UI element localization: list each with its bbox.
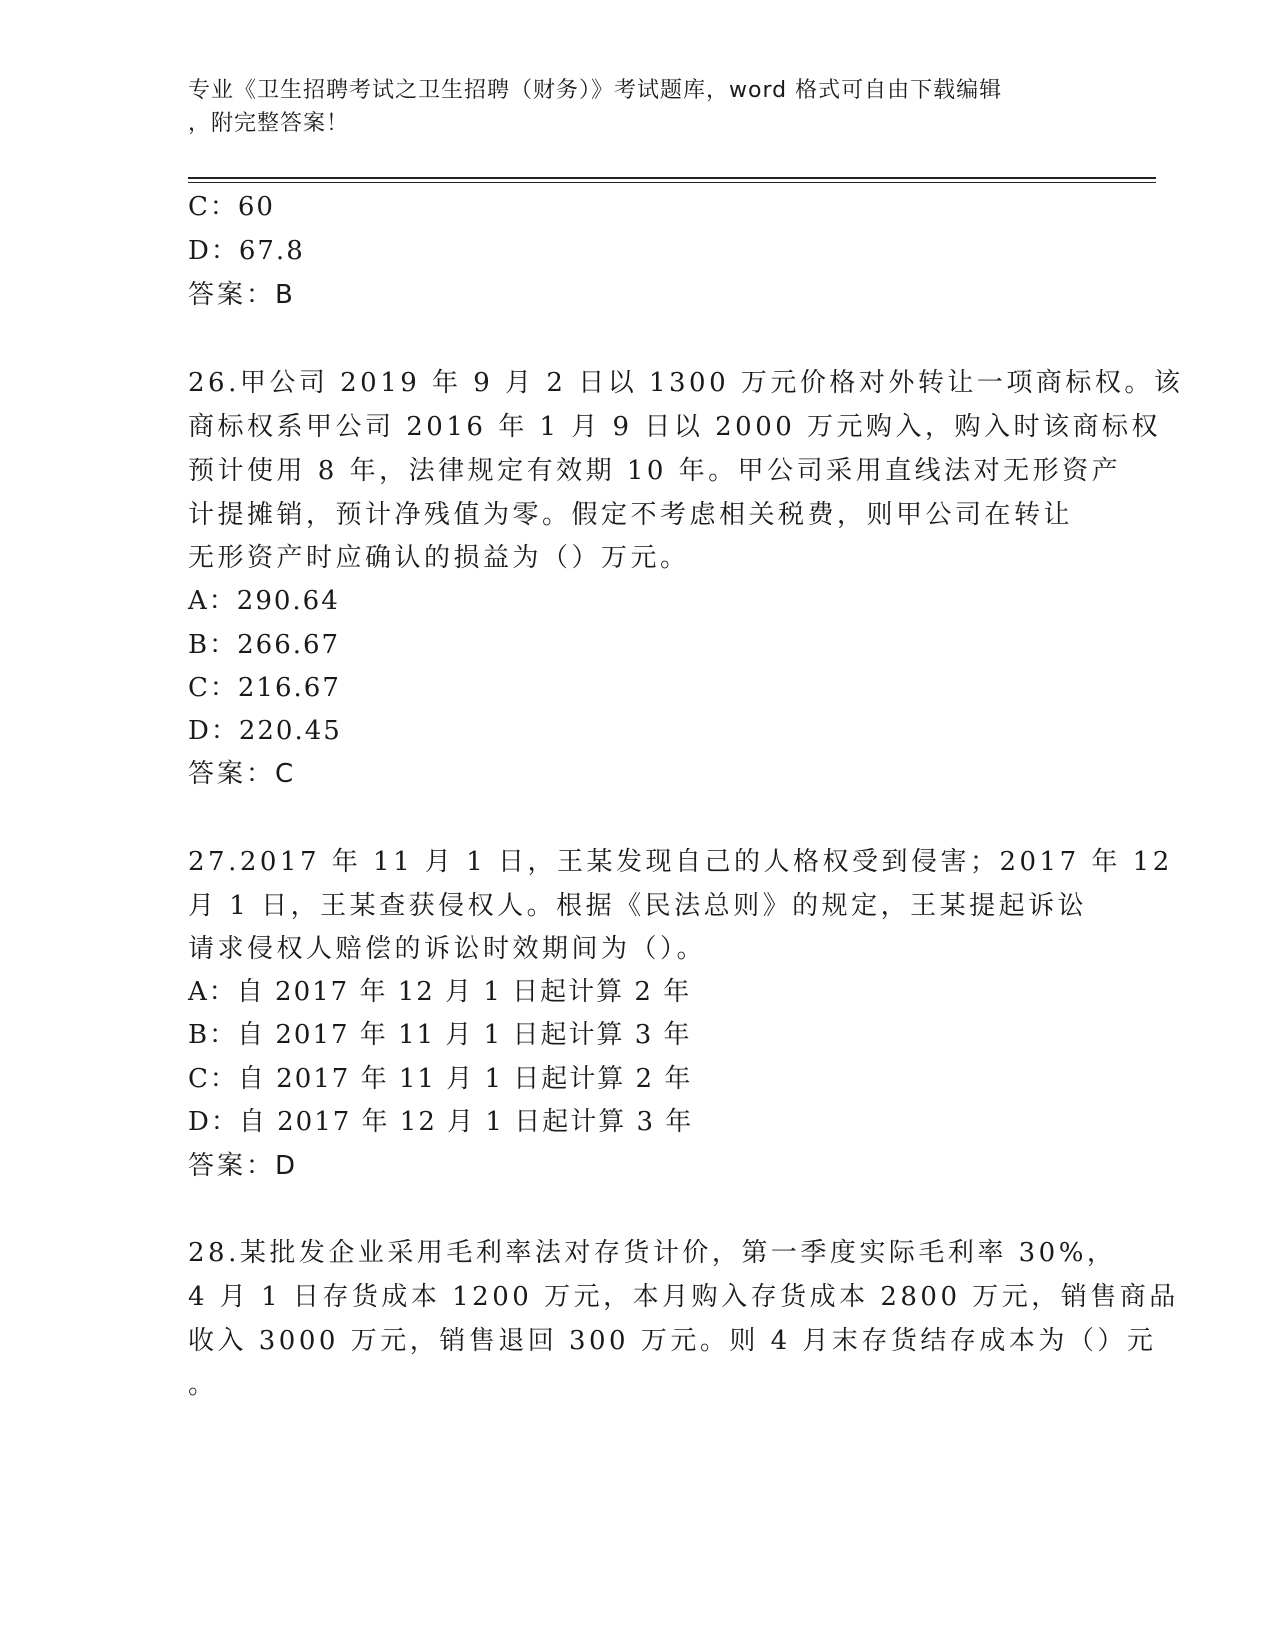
q25-answer: [188, 274, 294, 311]
answer-value: B: [275, 280, 294, 310]
q27-option-d: D：自 2017 年 12 月 1 日起计算 3 年: [188, 1107, 694, 1137]
answer-value: D: [275, 1151, 297, 1181]
header-divider-thick: [188, 177, 1156, 179]
header-line-2: ，附完整答案！: [188, 111, 350, 136]
q28-text-line-3: 收入 3000 万元，销售退回 300 万元。则 4 月末存货结存成本为（）元: [188, 1326, 1157, 1356]
q28-text-line-2: 4 月 1 日存货成本 1200 万元，本月购入存货成本 2800 万元，销售商品: [188, 1282, 1179, 1312]
q26-text-line-4: 计提摊销，预计净残值为零。假定不考虑相关税费，则甲公司在转让: [188, 500, 1074, 530]
q27-option-b: B：自 2017 年 11 月 1 日起计算 3 年: [188, 1020, 692, 1050]
header-line-1: 专业《卫生招聘考试之卫生招聘（财务）》考试题库，word 格式可自由下载编辑: [188, 78, 1003, 103]
q26-text-line-1: 26.甲公司 2019 年 9 月 2 日以 1300 万元价格对外转让一项商标权。该: [188, 368, 1184, 398]
q25-option-c: C：60: [188, 192, 275, 222]
q27-answer: [188, 1145, 296, 1182]
q27-text-line-3: 请求侵权人赔偿的诉讼时效期间为（）。: [188, 934, 707, 964]
q27-option-a: A：自 2017 年 12 月 1 日起计算 2 年: [188, 977, 692, 1007]
q28-text-line-1: 28.某批发企业采用毛利率法对存货计价，第一季度实际毛利率 30%，: [188, 1238, 1117, 1268]
q26-text-line-5: 无形资产时应确认的损益为（）万元。: [188, 543, 690, 573]
q25-option-d: D：67.8: [188, 236, 305, 266]
document-header: [188, 74, 1068, 140]
answer-label: 答案：: [188, 759, 276, 789]
q27-text-line-1: 27.2017 年 11 月 1 日，王某发现自己的人格权受到侵害；2017 年 12: [188, 847, 1173, 877]
answer-label: 答案：: [188, 280, 276, 310]
q27-option-c: C：自 2017 年 11 月 1 日起计算 2 年: [188, 1064, 693, 1094]
q26-text-line-2: 商标权系甲公司 2016 年 1 月 9 日以 2000 万元购入，购入时该商标权: [188, 412, 1162, 442]
q26-option-d: D：220.45: [188, 716, 342, 746]
q26-text-line-3: 预计使用 8 年，法律规定有效期 10 年。甲公司采用直线法对无形资产: [188, 456, 1122, 486]
q26-answer: [188, 753, 294, 790]
q27-text-line-2: 月 1 日，王某查获侵权人。根据《民法总则》的规定，王某提起诉讼: [188, 891, 1088, 921]
q28-text-line-4: 。: [188, 1370, 218, 1400]
header-divider-thin: [188, 182, 1156, 183]
answer-value: C: [275, 759, 295, 789]
answer-label: 答案：: [188, 1151, 276, 1181]
q26-option-b: B：266.67: [188, 630, 341, 660]
q26-option-c: C：216.67: [188, 673, 341, 703]
q26-option-a: A：290.64: [188, 586, 340, 616]
